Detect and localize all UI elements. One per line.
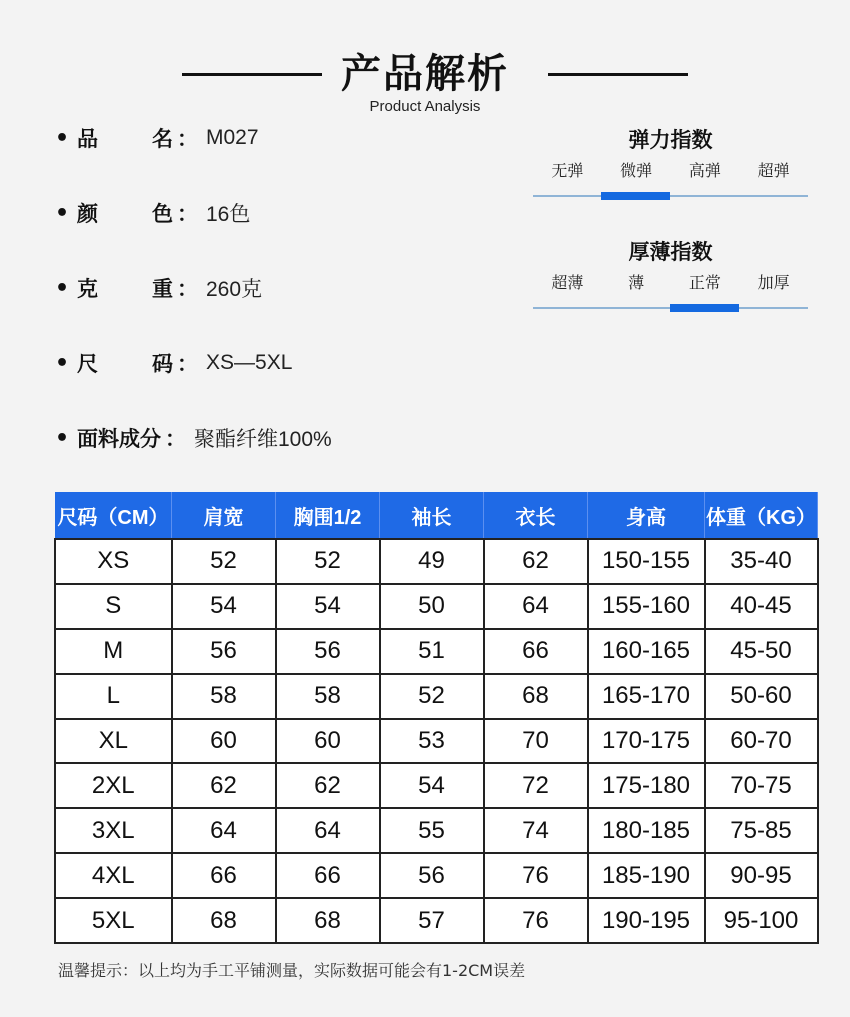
size-cell: 2XL	[55, 763, 172, 808]
table-cell: 52	[380, 674, 484, 719]
bullet: •	[55, 350, 70, 376]
bullet: •	[55, 425, 70, 451]
table-cell: 68	[484, 674, 588, 719]
size-table-header: 胸围1/2	[276, 492, 380, 539]
spec-label	[77, 123, 173, 153]
table-cell: 66	[276, 853, 380, 898]
table-cell: 60	[276, 719, 380, 764]
table-cell: 56	[172, 629, 276, 674]
table-cell: 56	[276, 629, 380, 674]
table-cell: 66	[484, 629, 588, 674]
table-row	[55, 763, 818, 808]
thickness-bar	[533, 304, 808, 312]
spec-value: 260克	[206, 278, 263, 301]
spec-label-char: 克	[77, 277, 98, 301]
thickness-option: 加厚	[757, 273, 790, 292]
table-row	[55, 898, 818, 943]
size-table-body	[55, 539, 818, 943]
table-cell: 180-185	[588, 808, 705, 853]
table-cell: 55	[380, 808, 484, 853]
size-table-header: 肩宽	[172, 492, 276, 539]
thickness-option: 超薄	[551, 273, 584, 292]
spec-value: 16色	[206, 203, 251, 226]
colon: ：	[177, 127, 198, 151]
spec-item-size	[55, 343, 292, 383]
elasticity-bar	[533, 192, 808, 200]
size-cell: S	[55, 584, 172, 629]
bullet: •	[55, 125, 70, 151]
table-cell: 155-160	[588, 584, 705, 629]
size-table-header: 衣长	[484, 492, 588, 539]
table-cell: 57	[380, 898, 484, 943]
table-cell: 50-60	[705, 674, 818, 719]
thickness-index	[533, 236, 808, 312]
spec-item-color	[55, 193, 250, 233]
footnote: 温馨提示：以上均为手工平铺测量，实际数据可能会有1-2CM误差	[58, 961, 526, 980]
size-cell: M	[55, 629, 172, 674]
table-cell: 52	[276, 539, 380, 584]
table-cell: 49	[380, 539, 484, 584]
spec-label-char: 尺	[77, 352, 98, 376]
table-cell: 51	[380, 629, 484, 674]
table-cell: 75-85	[705, 808, 818, 853]
size-cell: L	[55, 674, 172, 719]
size-cell: XS	[55, 539, 172, 584]
table-cell: 62	[484, 539, 588, 584]
table-cell: 64	[484, 584, 588, 629]
size-cell: XL	[55, 719, 172, 764]
table-cell: 40-45	[705, 584, 818, 629]
thickness-option: 正常	[688, 273, 721, 292]
size-table-header: 袖长	[380, 492, 484, 539]
spec-item-weight	[55, 268, 262, 308]
spec-item-name	[55, 118, 259, 158]
elasticity-bar-indicator	[601, 192, 670, 200]
page-header	[0, 48, 850, 118]
elasticity-options	[533, 156, 808, 186]
elasticity-option: 超弹	[757, 161, 790, 180]
spec-label	[77, 273, 173, 303]
table-cell: 68	[172, 898, 276, 943]
table-cell: 185-190	[588, 853, 705, 898]
size-cell: 5XL	[55, 898, 172, 943]
spec-value: 聚酯纤维100%	[194, 428, 332, 451]
elasticity-option: 微弹	[620, 161, 653, 180]
table-cell: 72	[484, 763, 588, 808]
bullet: •	[55, 275, 70, 301]
table-row	[55, 539, 818, 584]
table-cell: 35-40	[705, 539, 818, 584]
table-row	[55, 674, 818, 719]
colon: ：	[177, 352, 198, 376]
spec-label: 面料成分	[77, 427, 161, 451]
table-cell: 60-70	[705, 719, 818, 764]
table-cell: 62	[276, 763, 380, 808]
table-cell: 170-175	[588, 719, 705, 764]
size-table-header: 体重（KG）	[705, 492, 818, 539]
size-table-header: 身高	[588, 492, 705, 539]
table-cell: 52	[172, 539, 276, 584]
table-cell: 74	[484, 808, 588, 853]
size-table-header-row	[55, 492, 818, 539]
table-cell: 64	[172, 808, 276, 853]
table-row	[55, 808, 818, 853]
table-cell: 76	[484, 853, 588, 898]
size-table-header: 尺码（CM）	[55, 492, 172, 539]
table-cell: 58	[276, 674, 380, 719]
table-cell: 64	[276, 808, 380, 853]
spec-value: XS—5XL	[206, 351, 293, 374]
table-cell: 54	[172, 584, 276, 629]
spec-label-char: 码	[152, 352, 173, 376]
size-cell: 3XL	[55, 808, 172, 853]
elasticity-bar-track	[533, 195, 808, 197]
table-cell: 60	[172, 719, 276, 764]
table-cell: 190-195	[588, 898, 705, 943]
colon: ：	[177, 202, 198, 226]
table-cell: 62	[172, 763, 276, 808]
thickness-title: 厚薄指数	[628, 240, 713, 264]
table-cell: 175-180	[588, 763, 705, 808]
table-cell: 150-155	[588, 539, 705, 584]
table-cell: 50	[380, 584, 484, 629]
table-cell: 45-50	[705, 629, 818, 674]
table-cell: 54	[276, 584, 380, 629]
spec-label-char: 品	[77, 127, 98, 151]
spec-value: M027	[206, 126, 259, 149]
table-row	[55, 629, 818, 674]
thickness-option: 薄	[628, 273, 645, 292]
table-row	[55, 853, 818, 898]
page-title: 产品解析	[341, 51, 509, 97]
bullet: •	[55, 200, 70, 226]
table-cell: 56	[380, 853, 484, 898]
table-cell: 76	[484, 898, 588, 943]
elasticity-option: 高弹	[688, 161, 721, 180]
table-cell: 54	[380, 763, 484, 808]
table-cell: 66	[172, 853, 276, 898]
table-cell: 53	[380, 719, 484, 764]
table-cell: 68	[276, 898, 380, 943]
spec-label-char: 重	[152, 277, 173, 301]
spec-label-char: 色	[152, 202, 173, 226]
table-cell: 58	[172, 674, 276, 719]
thickness-bar-indicator	[670, 304, 739, 312]
page-subtitle: Product Analysis	[369, 98, 481, 115]
spec-label-char: 颜	[77, 202, 98, 226]
elasticity-title: 弹力指数	[628, 128, 713, 152]
spec-item-fabric	[55, 418, 332, 458]
table-cell: 70	[484, 719, 588, 764]
table-row	[55, 719, 818, 764]
elasticity-index	[533, 124, 808, 200]
table-cell: 165-170	[588, 674, 705, 719]
table-cell: 160-165	[588, 629, 705, 674]
table-row	[55, 584, 818, 629]
colon: ：	[177, 277, 198, 301]
size-table	[54, 492, 819, 944]
spec-label	[77, 198, 173, 228]
colon: ：	[165, 427, 186, 451]
elasticity-option: 无弹	[551, 161, 584, 180]
spec-label-char: 名	[152, 127, 173, 151]
thickness-options	[533, 268, 808, 298]
size-cell: 4XL	[55, 853, 172, 898]
table-cell: 70-75	[705, 763, 818, 808]
table-cell: 90-95	[705, 853, 818, 898]
spec-label	[77, 348, 173, 378]
table-cell: 95-100	[705, 898, 818, 943]
